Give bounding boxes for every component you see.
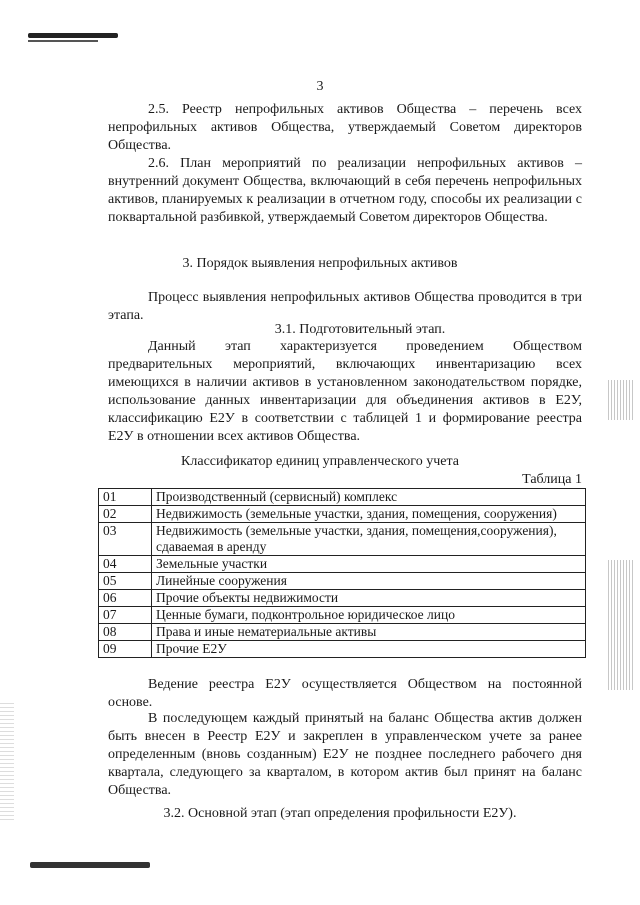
row-name: Прочие Е2У (152, 641, 586, 658)
row-code: 03 (99, 523, 152, 556)
paragraph-3-1: Данный этап характеризуется проведением Обществом предварительных мероприятий, включающих инвентаризацию всех имеющихся в наличии активов в установленном законодательством порядке, использование данных инвентаризации для объединения активов в Е2У, классификацию Е2У в соответствии с таблицей 1 и формирование реестра Е2У в отношении всех активов Общества. (108, 339, 582, 444)
row-code: 02 (99, 506, 152, 523)
row-code: 08 (99, 624, 152, 641)
table-row (99, 624, 586, 641)
table-row (99, 590, 586, 607)
row-name: Линейные сооружения (152, 573, 586, 590)
row-code: 07 (99, 607, 152, 624)
paragraph-registry: Ведение реестра Е2У осуществляется Обществом на постоянной основе. (108, 677, 582, 710)
table-row (99, 523, 586, 556)
classifier-table (98, 488, 586, 658)
row-name: Недвижимость (земельные участки, здания, помещения,сооружения), сдаваемая в аренду (152, 523, 586, 556)
row-code: 05 (99, 573, 152, 590)
row-name: Производственный (сервисный) комплекс (152, 489, 586, 506)
scan-artifact (28, 33, 118, 38)
table-row (99, 607, 586, 624)
table-row (99, 573, 586, 590)
row-code: 04 (99, 556, 152, 573)
row-name: Права и иные нематериальные активы (152, 624, 586, 641)
scan-artifact (608, 560, 634, 690)
row-name: Ценные бумаги, подконтрольное юридическое лицо (152, 607, 586, 624)
row-name: Прочие объекты недвижимости (152, 590, 586, 607)
row-name: Земельные участки (152, 556, 586, 573)
subsection-3-2-heading: 3.2. Основной этап (этап определения профильности Е2У). (163, 806, 517, 821)
table-row (99, 641, 586, 658)
row-name: Недвижимость (земельные участки, здания, помещения, сооружения) (152, 506, 586, 523)
row-code: 06 (99, 590, 152, 607)
subsection-3-1-heading: 3.1. Подготовительный этап. (274, 322, 446, 337)
table-row (99, 489, 586, 506)
table-title: Классификатор единиц управленческого учета (181, 454, 459, 469)
row-code: 01 (99, 489, 152, 506)
paragraph-2-6: 2.6. План мероприятий по реализации непрофильных активов – внутренний документ Общества, включающий в себя перечень непрофильных активов, планируемых к реализации в отчетном году, способы их реализации с поквартальной разбивкой, утверждаемый Советом директоров Общества. (108, 156, 582, 225)
page-number: 3 (316, 79, 324, 94)
scan-artifact (608, 380, 634, 420)
section-3-heading: 3. Порядок выявления непрофильных активов (182, 256, 458, 271)
table-label: Таблица 1 (522, 472, 582, 487)
paragraph-2-5: 2.5. Реестр непрофильных активов Общества – перечень всех непрофильных активов Общества, утверждаемый Советом директоров Общества. (108, 102, 582, 153)
table-row (99, 506, 586, 523)
paragraph-process: Процесс выявления непрофильных активов Общества проводится в три этапа. (108, 290, 582, 323)
row-code: 09 (99, 641, 152, 658)
scan-artifact (0, 700, 14, 820)
scan-artifact (28, 40, 98, 42)
paragraph-subsequent: В последующем каждый принятый на баланс Общества актив должен быть внесен в Реестр Е2У и закреплен в управленческом учете за ранее определенным (вновь созданным) Е2У не позднее последнего рабочего дня квартала, следующего за кварталом, в котором актив был принят на баланс Общества. (108, 711, 582, 798)
scan-artifact (30, 862, 150, 868)
table-row (99, 556, 586, 573)
